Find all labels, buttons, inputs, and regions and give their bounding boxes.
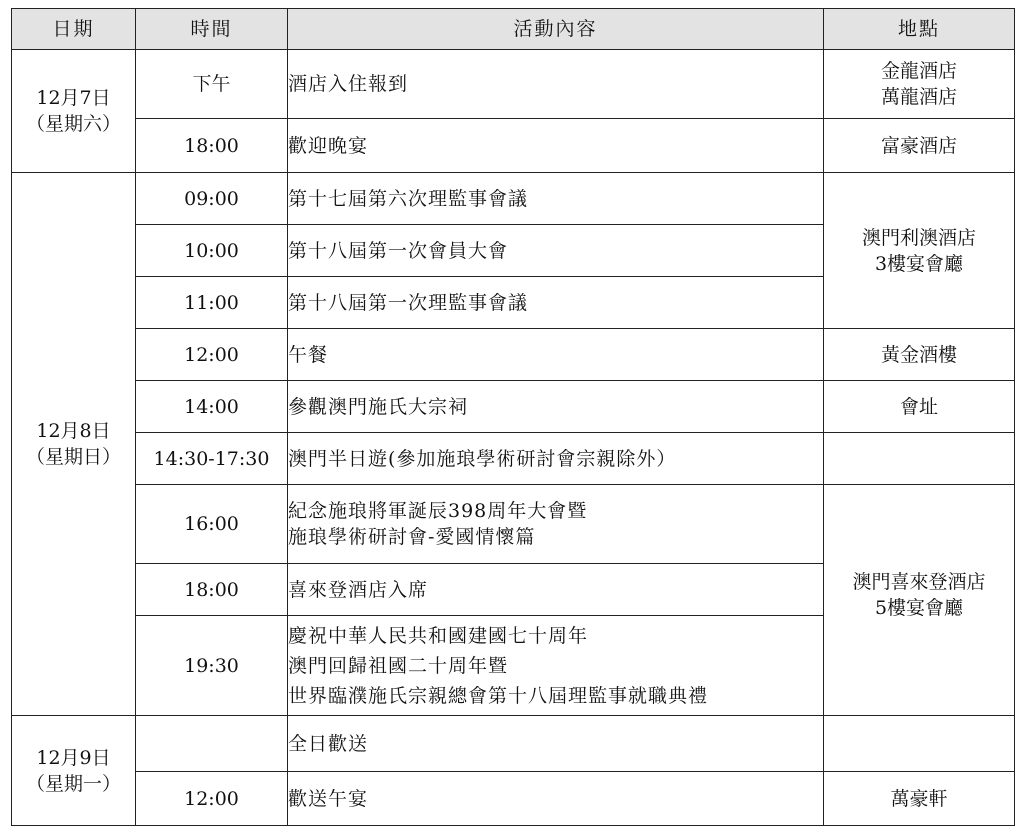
time-cell	[136, 716, 288, 772]
time-cell: 14:30-17:30	[136, 433, 288, 485]
venue-cell	[824, 173, 1015, 329]
content-line: 第十七屆第六次理監事會議	[288, 187, 529, 210]
table-row	[12, 716, 1015, 772]
venue-line: 澳門利澳酒店	[861, 226, 976, 249]
content-cell	[288, 433, 824, 485]
date-cell	[12, 716, 136, 826]
weekday-label: （星期日）	[25, 446, 121, 468]
weekday-label: （星期六）	[25, 113, 121, 135]
content-cell	[288, 277, 824, 329]
content-line: 世界臨濮施氏宗親總會第十八屆理監事就職典禮	[288, 684, 709, 707]
time-cell: 19:30	[136, 616, 288, 716]
time-cell: 09:00	[136, 173, 288, 225]
content-line: 喜來登酒店入席	[288, 578, 429, 601]
header-time: 時間	[136, 9, 288, 50]
venue-cell	[824, 716, 1015, 772]
content-cell	[288, 772, 824, 826]
table-row	[12, 485, 1015, 564]
time-cell: 12:00	[136, 329, 288, 381]
venue-line: 5樓宴會廳	[874, 597, 964, 619]
content-line: 澳門回歸祖國二十周年暨	[288, 654, 509, 677]
table-row	[12, 381, 1015, 433]
time-cell: 下午	[136, 50, 288, 119]
venue-cell	[824, 433, 1015, 485]
content-line: 紀念施琅將軍誕辰398周年大會暨	[288, 500, 588, 522]
content-cell	[288, 225, 824, 277]
content-line: 施琅學術研討會-愛國情懷篇	[288, 526, 536, 548]
content-cell	[288, 119, 824, 173]
time-cell: 12:00	[136, 772, 288, 826]
header-venue: 地點	[824, 9, 1015, 50]
content-cell	[288, 485, 824, 564]
content-cell	[288, 329, 824, 381]
venue-line: 澳門喜來登酒店	[852, 571, 986, 593]
venue-line: 金龍酒店	[880, 60, 957, 82]
content-line: 酒店入住報到	[288, 73, 409, 95]
header-content: 活動內容	[288, 9, 824, 50]
venue-cell: 萬豪軒	[824, 772, 1015, 826]
venue-cell: 會址	[824, 381, 1015, 433]
content-cell	[288, 716, 824, 772]
content-cell	[288, 381, 824, 433]
date-label: 12月8日	[36, 420, 111, 442]
content-line: 慶祝中華人民共和國建國七十周年	[288, 624, 589, 647]
content-line: 澳門半日遊(參加施琅學術研討會宗親除外）	[288, 447, 677, 470]
content-line: 歡送午宴	[288, 787, 369, 810]
date-label: 12月9日	[36, 746, 111, 769]
venue-line: 3樓宴會廳	[874, 252, 964, 275]
date-label: 12月7日	[36, 87, 111, 109]
content-cell	[288, 564, 824, 616]
time-cell: 18:00	[136, 564, 288, 616]
venue-line: 萬龍酒店	[880, 86, 957, 108]
table-row	[12, 329, 1015, 381]
header-row	[12, 9, 1015, 50]
time-cell: 11:00	[136, 277, 288, 329]
date-cell	[12, 173, 136, 716]
time-cell: 16:00	[136, 485, 288, 564]
schedule-table	[11, 8, 1015, 826]
content-line: 午餐	[288, 343, 329, 366]
time-cell: 14:00	[136, 381, 288, 433]
content-cell	[288, 173, 824, 225]
venue-cell	[824, 485, 1015, 716]
table-row	[12, 772, 1015, 826]
content-cell	[288, 50, 824, 119]
table-row	[12, 119, 1015, 173]
table-row	[12, 173, 1015, 225]
table-row	[12, 433, 1015, 485]
content-line: 第十八屆第一次理監事會議	[288, 291, 529, 314]
venue-cell: 黃金酒樓	[824, 329, 1015, 381]
venue-cell	[824, 50, 1015, 119]
date-cell	[12, 50, 136, 173]
weekday-label: （星期一）	[25, 772, 121, 795]
content-cell	[288, 616, 824, 716]
venue-cell: 富豪酒店	[824, 119, 1015, 173]
content-line: 全日歡送	[288, 732, 369, 755]
time-cell: 10:00	[136, 225, 288, 277]
time-cell: 18:00	[136, 119, 288, 173]
content-line: 參觀澳門施氏大宗祠	[288, 395, 469, 418]
table-row	[12, 50, 1015, 119]
header-date: 日期	[12, 9, 136, 50]
content-line: 歡迎晚宴	[288, 134, 369, 157]
content-line: 第十八屆第一次會員大會	[288, 239, 509, 262]
